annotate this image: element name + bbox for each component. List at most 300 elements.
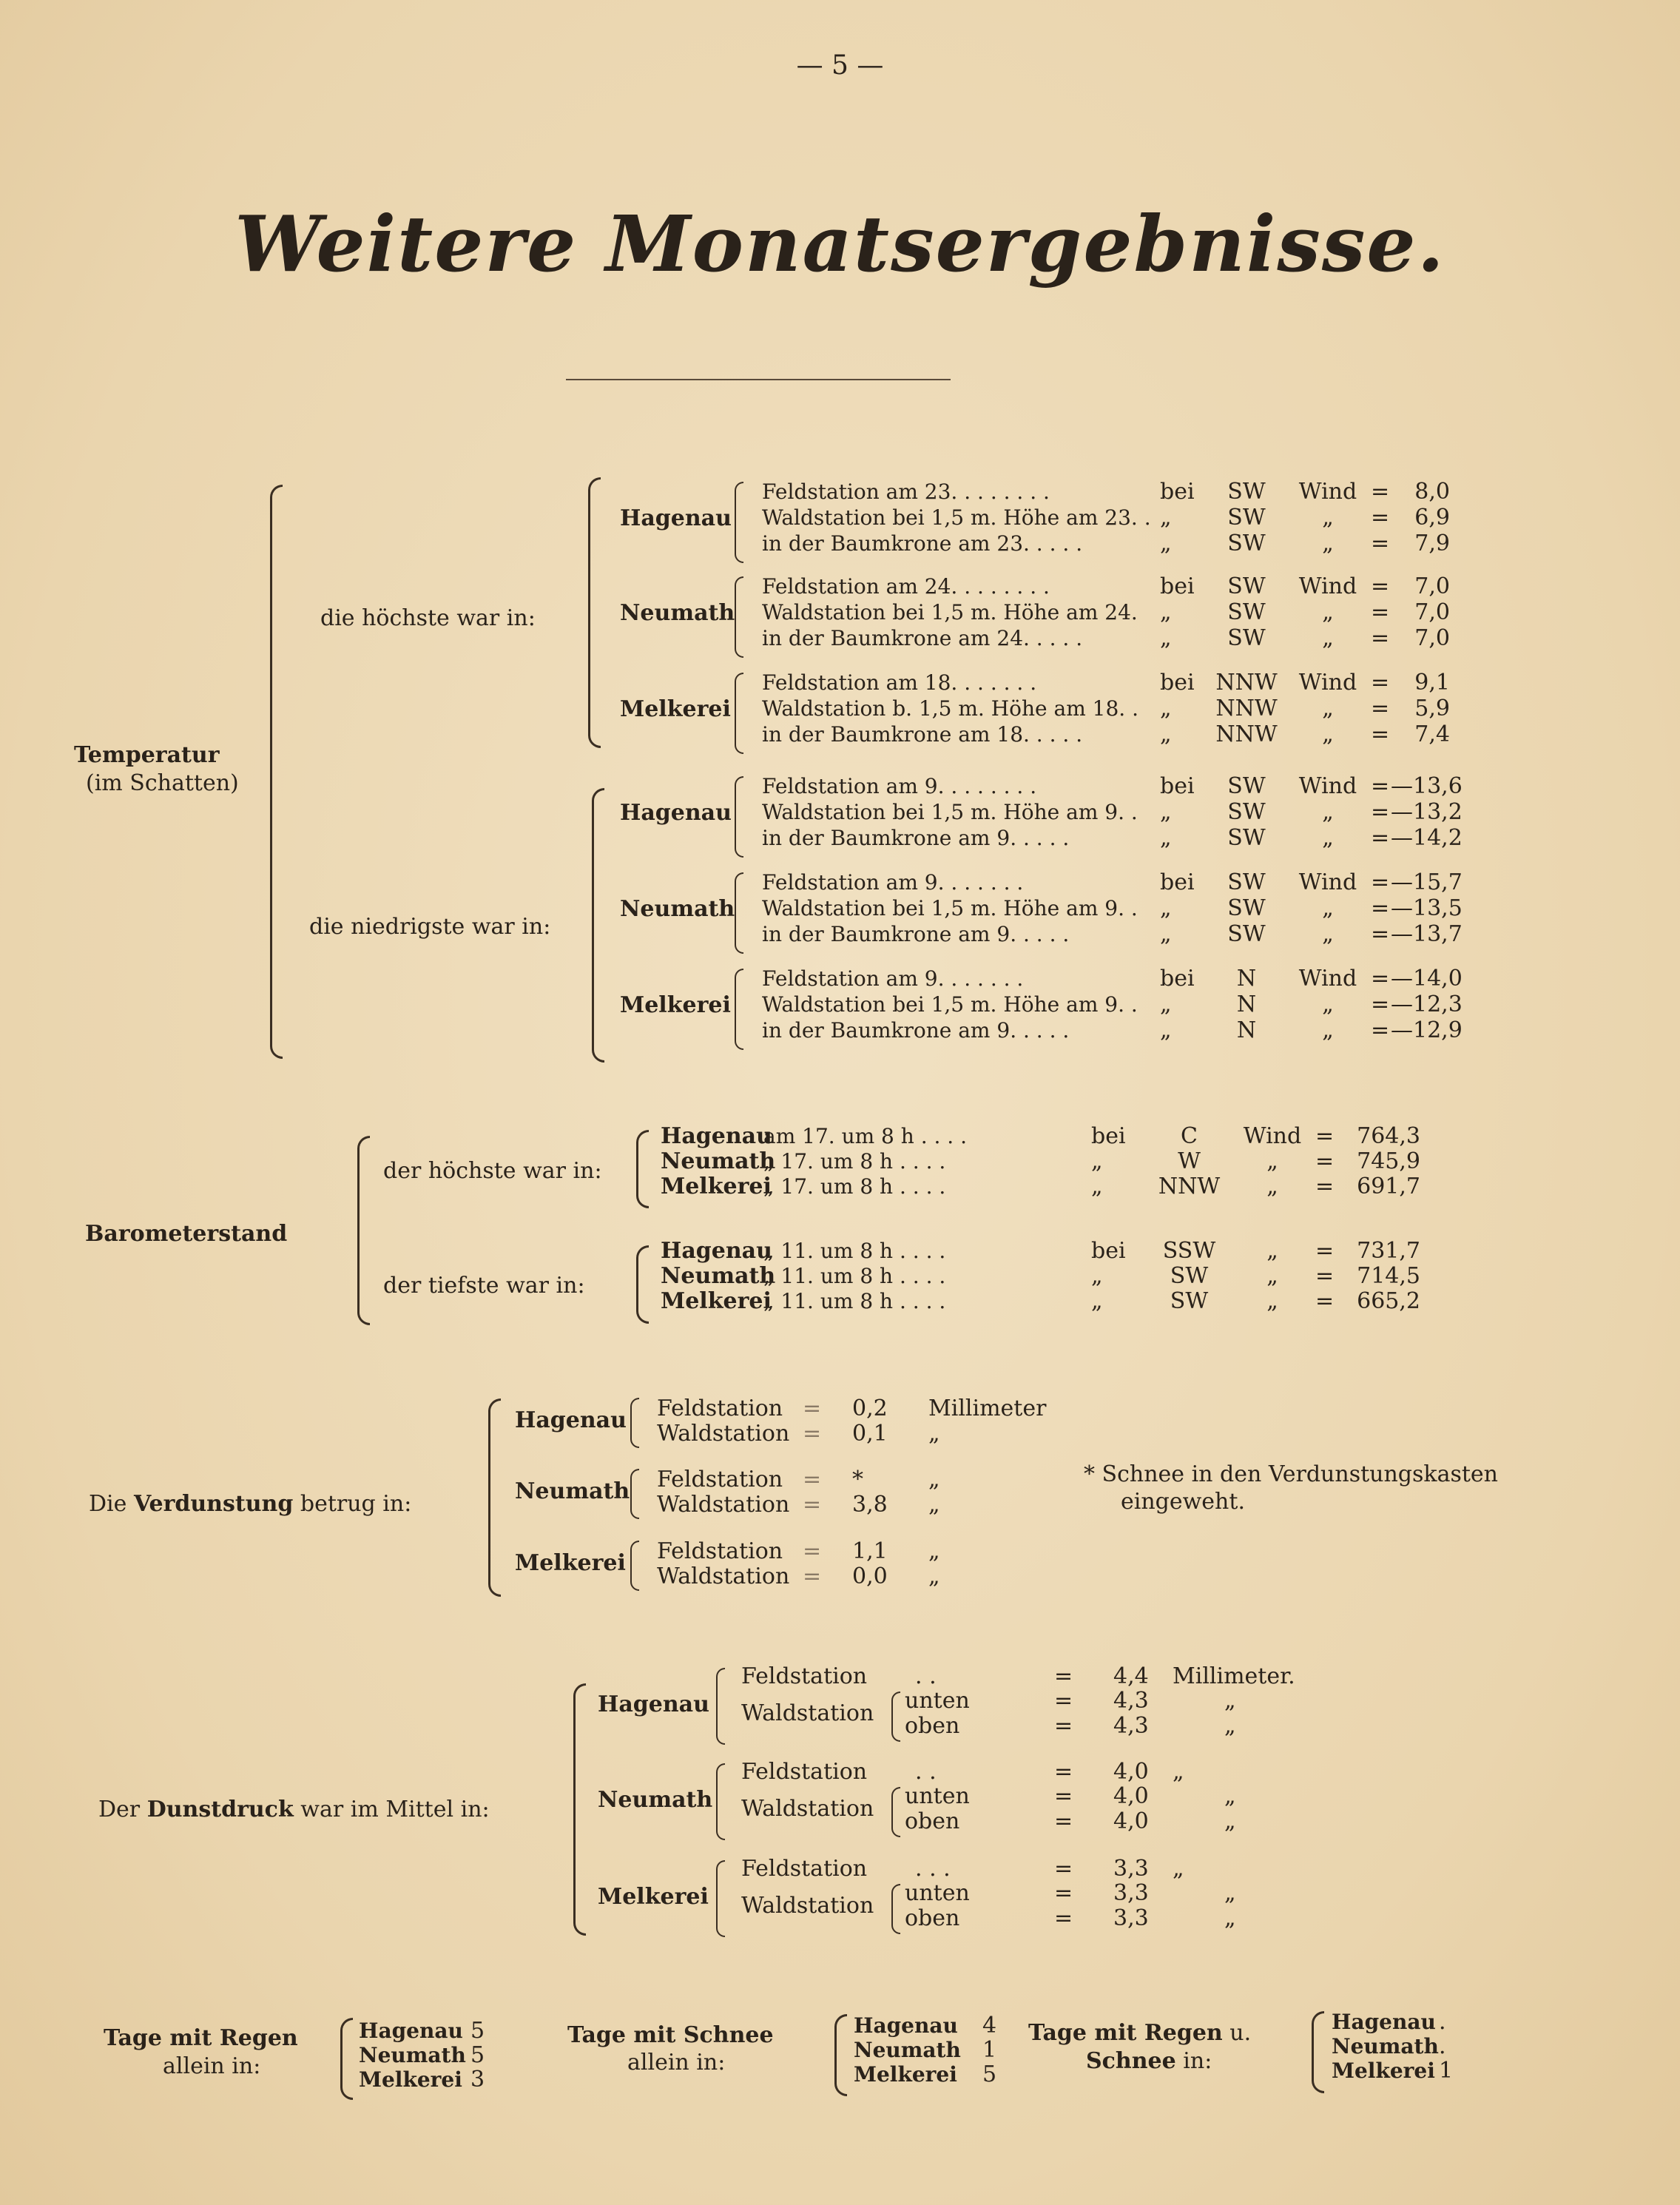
evap-row-value: 3,8 [852,1492,888,1518]
temp-row-bei: „ [1160,992,1172,1017]
baro-row-direction: SW [1170,1263,1209,1289]
baro-row-value: 691,7 [1357,1174,1420,1199]
barometer-brace [357,1136,370,1325]
snow-days-station: Neumath [854,2038,961,2062]
temp-row-equals: = [1371,825,1390,851]
rain-days-station: Hagenau [359,2019,463,2043]
evap-row-location: Waldstation [657,1563,790,1589]
evap-row-unit: „ [928,1467,940,1492]
temp-min-station-1: Neumath [620,896,735,922]
temp-row-value: 7,0 [1414,599,1450,625]
baro-row-direction: SSW [1162,1238,1216,1264]
temp-row-direction: SW [1227,505,1266,531]
evap-station-0: Hagenau [515,1407,627,1433]
vapor-feld-label: Feldstation [741,1759,868,1785]
temp-row-location: Waldstation bei 1,5 m. Höhe am 9. . [762,800,1138,824]
vapor-station-2: Melkerei [598,1884,709,1910]
temp-row-wind: Wind [1298,773,1357,799]
temp-row-wind: „ [1322,921,1334,947]
vapor-feld-unit: „ [1173,1759,1184,1785]
temp-row-location: Waldstation bei 1,5 m. Höhe am 9. . [762,896,1138,920]
temperature-max-brace [588,477,601,748]
evap-row-unit: „ [928,1492,940,1518]
vapor-wald-brace-0 [891,1691,900,1742]
temp-row-value: —13,6 [1391,773,1463,799]
baro-row-when: „ 17. um 8 h . . . . [763,1174,946,1199]
temp-row-value: 7,9 [1414,531,1450,556]
vapor-feld-equals: = [1054,1663,1073,1689]
vapor-oben-equals: = [1054,1808,1073,1834]
vapor-station-0: Hagenau [598,1691,709,1717]
both-days-sub: in: [1183,2048,1212,2074]
temp-row-direction: N [1236,992,1257,1017]
temp-row-equals: = [1371,966,1390,992]
temp-row-location: Feldstation am 9. . . . . . . [762,966,1024,991]
temp-row-value: 8,0 [1414,479,1450,505]
snow-days-brace [834,2014,847,2096]
page-number: — 5 — [796,50,884,81]
rain-days-value: 3 [470,2067,485,2093]
vapor-feld-dots: . . [915,1663,937,1689]
temp-row-value: —13,7 [1391,921,1463,947]
temp-row-bei: „ [1160,921,1172,947]
vapor-feld-value: 4,0 [1113,1759,1149,1785]
baro-row-equals: = [1315,1123,1335,1149]
temp-row-wind: „ [1322,505,1334,531]
rain-days-title: Tage mit Regen [104,2025,298,2051]
both-days-value: . [1439,2033,1446,2059]
vapor-wald-label: Waldstation [741,1796,874,1822]
temp-row-direction: SW [1227,599,1266,625]
vapor-oben-value: 3,3 [1113,1905,1149,1931]
temp-row-bei: „ [1160,696,1172,721]
temp-row-value: —14,0 [1391,966,1463,992]
temp-row-value: 7,4 [1414,721,1450,747]
evap-row-location: Feldstation [657,1467,783,1492]
temp-row-bei: bei [1160,966,1195,992]
evap-row-equals: = [803,1492,822,1518]
barometer-max-label: der höchste war in: [383,1158,602,1184]
vapor-wald-brace-1 [891,1787,900,1837]
temp-row-value: 7,0 [1414,625,1450,651]
both-days-title-2 [1086,2048,1212,2075]
vapor-unten-unit: „ [1224,1783,1236,1809]
both-days-brace [1312,2011,1324,2093]
temp-row-bei: bei [1160,479,1195,505]
temp-row-wind: „ [1322,895,1334,921]
temp-row-value: —13,5 [1391,895,1463,921]
temp-row-wind: Wind [1298,573,1357,599]
evap-row-equals: = [803,1396,822,1421]
vapor-oben-unit: „ [1224,1905,1236,1931]
temp-row-value: —14,2 [1391,825,1463,851]
snow-days-station: Hagenau [854,2013,958,2038]
baro-row-equals: = [1315,1148,1335,1174]
temp-row-bei: „ [1160,721,1172,747]
vapor-oben-equals: = [1054,1905,1073,1931]
temp-row-direction: SW [1227,895,1266,921]
temp-row-bei: bei [1160,869,1195,895]
baro-row-bei: „ [1091,1148,1103,1174]
vapor-unten-label: unten [905,1688,970,1714]
baro-row-wind: „ [1266,1148,1278,1174]
both-days-value: 1 [1439,2058,1454,2084]
temp-row-location: in der Baumkrone am 18. . . . . [762,722,1083,747]
temp-row-bei: „ [1160,625,1172,651]
temp-row-bei: „ [1160,825,1172,851]
temp-min-station-brace-1 [735,872,743,954]
vapor-unten-value: 4,3 [1113,1688,1149,1714]
temp-row-direction: NNW [1215,696,1278,721]
temp-row-value: —12,3 [1391,992,1463,1017]
temperature-min-label: die niedrigste war in: [309,914,551,940]
temp-row-bei: bei [1160,670,1195,696]
vapor-feld-value: 4,4 [1113,1663,1149,1689]
baro-row-station: Melkerei [661,1288,772,1314]
snow-days-sub: allein in: [627,2050,726,2076]
temp-min-station-brace-2 [735,969,743,1050]
temp-min-station-brace-0 [735,776,743,858]
temp-row-value: —12,9 [1391,1017,1463,1043]
temp-row-direction: SW [1227,773,1266,799]
baro-row-value: 665,2 [1357,1288,1420,1314]
temp-row-bei: „ [1160,599,1172,625]
evap-station-brace-0 [630,1398,639,1448]
evap-row-equals: = [803,1421,822,1447]
barometer-max-brace [636,1130,649,1208]
evaporation-label [89,1491,411,1518]
temp-row-direction: N [1236,1017,1257,1043]
temp-row-location: Feldstation am 18. . . . . . . [762,670,1037,695]
vapor-label [98,1797,490,1823]
temp-row-location: Feldstation am 9. . . . . . . . [762,774,1037,798]
temp-row-wind: Wind [1298,670,1357,696]
temp-row-wind: „ [1322,721,1334,747]
evap-row-location: Feldstation [657,1538,783,1564]
baro-row-wind: „ [1266,1238,1278,1264]
temp-row-equals: = [1371,921,1390,947]
vapor-feld-label: Feldstation [741,1856,868,1882]
vapor-brace [573,1683,586,1936]
temperature-brace [270,485,283,1059]
vapor-oben-label: oben [905,1808,960,1834]
evap-station-2: Melkerei [515,1550,626,1576]
baro-row-when: „ 11. um 8 h . . . . [763,1264,946,1288]
evaporation-brace [488,1398,501,1597]
vapor-unten-equals: = [1054,1783,1073,1809]
vapor-unten-value: 4,0 [1113,1783,1149,1809]
temp-row-location: Feldstation am 24. . . . . . . . [762,574,1050,599]
temp-row-location: Waldstation bei 1,5 m. Höhe am 23. . [762,505,1151,530]
vapor-oben-label: oben [905,1713,960,1739]
baro-row-equals: = [1315,1288,1335,1314]
temp-row-value: 7,0 [1414,573,1450,599]
baro-row-when: „ 11. um 8 h . . . . [763,1289,946,1313]
vapor-oben-unit: „ [1224,1808,1236,1834]
vapor-unten-label: unten [905,1880,970,1906]
temperature-min-brace [592,788,604,1063]
temp-row-direction: SW [1227,921,1266,947]
temp-row-direction: SW [1227,625,1266,651]
vapor-unten-unit: „ [1224,1688,1236,1714]
temp-max-station-brace-0 [735,482,743,563]
snow-days-value: 4 [982,2013,997,2039]
both-days-station: Melkerei [1332,2058,1435,2083]
temp-row-direction: SW [1227,825,1266,851]
snow-days-station: Melkerei [854,2062,957,2087]
both-days-title-b: Schnee [1086,2048,1176,2074]
baro-row-direction: W [1178,1148,1201,1174]
temp-row-equals: = [1371,599,1390,625]
temp-row-direction: NNW [1215,721,1278,747]
temp-row-direction: NNW [1215,670,1278,696]
evap-row-location: Feldstation [657,1396,783,1421]
baro-row-direction: SW [1170,1288,1209,1314]
evaporation-note-line2: eingeweht. [1121,1489,1245,1515]
temp-row-bei: „ [1160,895,1172,921]
rain-days-sub: allein in: [163,2053,261,2079]
evap-station-1: Neumath [515,1478,630,1504]
vapor-oben-unit: „ [1224,1713,1236,1739]
snow-days-value: 1 [982,2037,997,2063]
temperature-max-label: die höchste war in: [320,605,536,631]
baro-row-equals: = [1315,1263,1335,1289]
baro-row-value: 745,9 [1357,1148,1420,1174]
evaporation-note-line1: * Schnee in den Verdunstungskasten [1084,1461,1498,1487]
temp-row-wind: „ [1322,1017,1334,1043]
temp-max-station-brace-1 [735,576,743,658]
temp-row-location: Waldstation bei 1,5 m. Höhe am 9. . [762,992,1138,1017]
temperature-sublabel: (im Schatten) [86,770,239,796]
temp-row-wind: „ [1322,992,1334,1017]
temp-row-value: —15,7 [1391,869,1463,895]
temp-row-wind: Wind [1298,869,1357,895]
temp-row-equals: = [1371,573,1390,599]
evap-row-value: * [852,1467,863,1492]
vapor-unten-unit: „ [1224,1880,1236,1906]
vapor-feld-dots: . . [915,1759,937,1785]
evap-row-equals: = [803,1563,822,1589]
temp-row-value: 5,9 [1414,696,1450,721]
vapor-label-post: war im Mittel in: [300,1797,490,1822]
temp-row-direction: SW [1227,799,1266,825]
baro-row-wind: „ [1266,1174,1278,1199]
vapor-label-pre: Der [98,1797,141,1822]
evap-row-value: 1,1 [852,1538,888,1564]
barometer-min-label: der tiefste war in: [383,1273,585,1299]
baro-row-bei: „ [1091,1174,1103,1199]
vapor-oben-value: 4,3 [1113,1713,1149,1739]
baro-row-wind: „ [1266,1288,1278,1314]
temp-row-equals: = [1371,869,1390,895]
temp-row-wind: Wind [1298,479,1357,505]
temp-row-equals: = [1371,670,1390,696]
temp-row-wind: Wind [1298,966,1357,992]
temp-row-location: Waldstation bei 1,5 m. Höhe am 24. [762,600,1138,625]
barometer-label: Barometerstand [85,1221,288,1247]
vapor-feld-label: Feldstation [741,1663,868,1689]
vapor-oben-value: 4,0 [1113,1808,1149,1834]
rain-days-station: Melkerei [359,2067,462,2092]
baro-row-bei: bei [1091,1123,1126,1149]
baro-row-when: „ 17. um 8 h . . . . [763,1149,946,1174]
baro-row-bei: bei [1091,1238,1126,1264]
baro-row-wind: „ [1266,1263,1278,1289]
temp-row-bei: „ [1160,1017,1172,1043]
temp-row-direction: SW [1227,531,1266,556]
temp-row-equals: = [1371,895,1390,921]
snow-days-value: 5 [982,2061,997,2087]
temp-row-value: —13,2 [1391,799,1463,825]
both-days-title-a: Tage mit Regen [1028,2020,1223,2046]
temp-row-location: in der Baumkrone am 24. . . . . [762,626,1083,650]
vapor-unten-label: unten [905,1783,970,1809]
temp-min-station-0: Hagenau [620,800,732,826]
temp-row-bei: „ [1160,505,1172,531]
vapor-feld-equals: = [1054,1856,1073,1882]
evap-row-location: Waldstation [657,1492,790,1518]
temp-row-wind: „ [1322,825,1334,851]
baro-row-station: Neumath [661,1263,776,1289]
baro-row-bei: „ [1091,1263,1103,1289]
temp-row-equals: = [1371,992,1390,1017]
baro-row-station: Hagenau [661,1238,772,1264]
both-days-title [1028,2020,1251,2047]
baro-row-value: 714,5 [1357,1263,1420,1289]
vapor-unten-equals: = [1054,1880,1073,1906]
temp-row-equals: = [1371,773,1390,799]
vapor-station-1: Neumath [598,1787,713,1813]
baro-row-station: Neumath [661,1148,776,1174]
barometer-min-brace [636,1245,649,1324]
vapor-feld-value: 3,3 [1113,1856,1149,1882]
baro-row-direction: C [1181,1123,1198,1149]
rain-days-brace [340,2018,353,2100]
vapor-wald-label: Waldstation [741,1700,874,1726]
evaporation-label-post: betrug in: [300,1491,412,1517]
temp-row-bei: „ [1160,799,1172,825]
vapor-feld-unit: „ [1173,1856,1184,1882]
temp-max-station-brace-2 [735,673,743,754]
both-days-station: Hagenau [1332,2010,1436,2034]
evap-row-equals: = [803,1467,822,1492]
temp-row-value: 9,1 [1414,670,1450,696]
vapor-station-brace-0 [716,1668,725,1745]
vapor-feld-unit: Millimeter. [1173,1663,1295,1689]
evaporation-label-bold: Verdunstung [133,1491,294,1517]
rain-days-value: 5 [470,2018,485,2044]
temp-row-bei: bei [1160,773,1195,799]
vapor-wald-brace-2 [891,1884,900,1934]
temp-row-bei: „ [1160,531,1172,556]
baro-row-equals: = [1315,1174,1335,1199]
evap-row-location: Waldstation [657,1421,790,1447]
evap-row-value: 0,1 [852,1421,888,1447]
title-rule [566,379,951,380]
vapor-feld-dots: . . . [915,1856,951,1882]
temp-row-direction: N [1236,966,1257,992]
vapor-label-bold: Dunstdruck [146,1797,294,1822]
baro-row-direction: NNW [1158,1174,1221,1199]
temp-row-location: Feldstation am 23. . . . . . . . [762,479,1050,504]
vapor-station-brace-1 [716,1763,725,1840]
vapor-unten-value: 3,3 [1113,1880,1149,1906]
baro-row-wind: Wind [1243,1123,1302,1149]
vapor-wald-label: Waldstation [741,1893,874,1919]
temp-row-wind: „ [1322,799,1334,825]
temp-min-station-2: Melkerei [620,992,731,1018]
temp-row-location: Waldstation b. 1,5 m. Höhe am 18. . [762,696,1138,721]
both-days-title-u: u. [1229,2020,1252,2046]
temp-row-equals: = [1371,1017,1390,1043]
temp-row-location: in der Baumkrone am 9. . . . . [762,1018,1070,1043]
temp-row-equals: = [1371,505,1390,531]
temp-max-station-0: Hagenau [620,505,732,531]
temp-row-equals: = [1371,696,1390,721]
vapor-station-brace-2 [716,1860,725,1937]
temp-row-direction: SW [1227,573,1266,599]
snow-days-title: Tage mit Schnee [567,2022,774,2048]
temp-row-equals: = [1371,799,1390,825]
temperature-label: Temperatur [74,742,220,768]
vapor-oben-label: oben [905,1905,960,1931]
vapor-feld-equals: = [1054,1759,1073,1785]
temp-row-direction: SW [1227,869,1266,895]
temp-row-equals: = [1371,531,1390,556]
temp-max-station-2: Melkerei [620,696,731,722]
evap-row-value: 0,2 [852,1396,888,1421]
baro-row-station: Melkerei [661,1174,772,1199]
temp-row-location: in der Baumkrone am 9. . . . . [762,922,1070,946]
temp-row-equals: = [1371,721,1390,747]
baro-row-equals: = [1315,1238,1335,1264]
baro-row-value: 731,7 [1357,1238,1420,1264]
temp-row-wind: „ [1322,696,1334,721]
evaporation-label-pre: Die [89,1491,127,1517]
page-title: Weitere Monatsergebnisse. [235,198,1445,289]
temp-max-station-1: Neumath [620,600,735,626]
temp-row-location: in der Baumkrone am 23. . . . . [762,531,1083,556]
temp-row-equals: = [1371,625,1390,651]
vapor-unten-equals: = [1054,1688,1073,1714]
rain-days-station: Neumath [359,2043,466,2067]
evap-station-brace-1 [630,1469,639,1519]
vapor-oben-equals: = [1054,1713,1073,1739]
evap-row-unit: „ [928,1538,940,1564]
evap-row-equals: = [803,1538,822,1564]
rain-days-value: 5 [470,2042,485,2068]
temp-row-value: 6,9 [1414,505,1450,531]
evap-row-unit: „ [928,1563,940,1589]
baro-row-station: Hagenau [661,1123,772,1149]
temp-row-wind: „ [1322,625,1334,651]
temp-row-equals: = [1371,479,1390,505]
evap-station-brace-2 [630,1541,639,1591]
evap-row-unit: „ [928,1421,940,1447]
temp-row-location: in der Baumkrone am 9. . . . . [762,826,1070,850]
both-days-station: Neumath [1332,2034,1439,2058]
baro-row-when: am 17. um 8 h . . . . [763,1124,968,1148]
temp-row-direction: SW [1227,479,1266,505]
both-days-value: . [1439,2009,1446,2035]
temp-row-wind: „ [1322,599,1334,625]
baro-row-value: 764,3 [1357,1123,1420,1149]
temp-row-wind: „ [1322,531,1334,556]
temp-row-bei: bei [1160,573,1195,599]
evap-row-value: 0,0 [852,1563,888,1589]
baro-row-bei: „ [1091,1288,1103,1314]
temp-row-location: Feldstation am 9. . . . . . . [762,870,1024,895]
